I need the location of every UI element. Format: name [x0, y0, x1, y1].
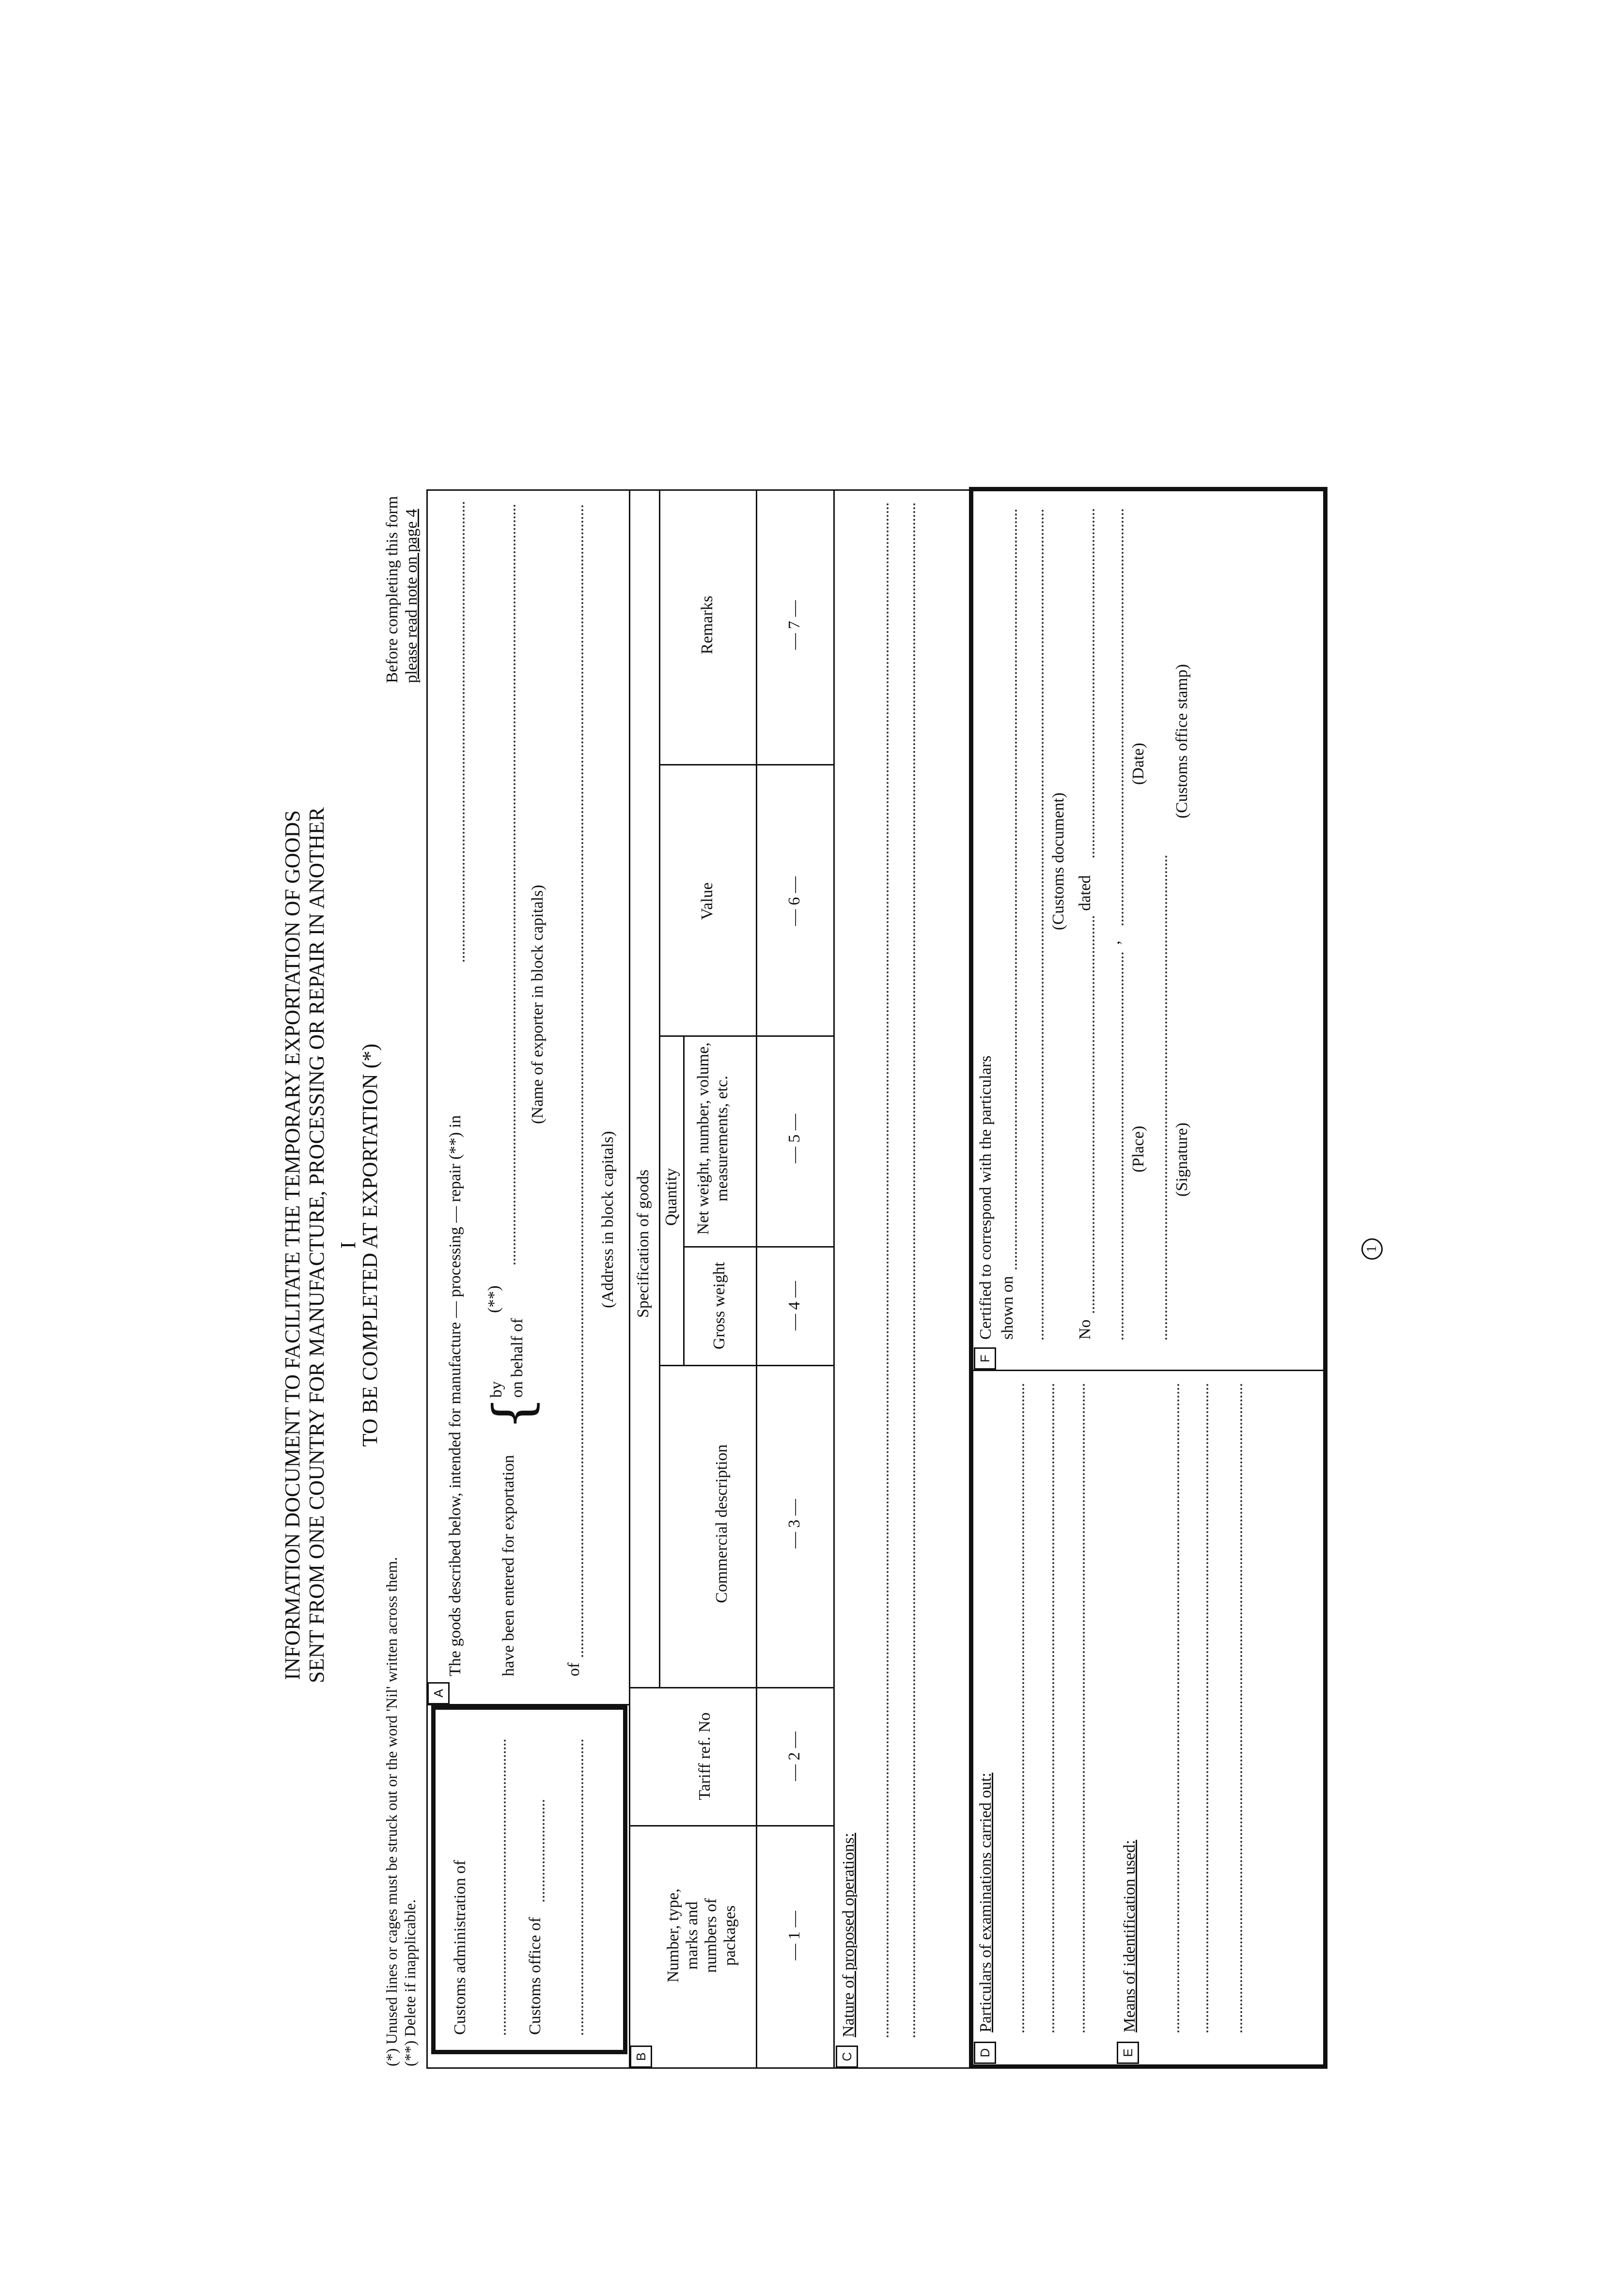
col-header-tariff: Tariff ref. No [696, 1712, 714, 1800]
col-number-6: — 6 — [785, 876, 803, 926]
section-d-dots-2 [1052, 1383, 1054, 2032]
section-a-of: of [565, 1662, 583, 1676]
section-f-dated-dots [1093, 509, 1094, 858]
section-f-comma: , [1105, 940, 1123, 945]
customs-office-dots [543, 1800, 545, 1902]
col-header-gross-weight: Gross weight [710, 1262, 728, 1350]
section-a-on-behalf-of: on behalf of [508, 1318, 526, 1398]
col-number-2: — 2 — [785, 1732, 803, 1781]
section-f-doc-dots [1042, 509, 1044, 1340]
rotated-page [271, 422, 1395, 2069]
col-divider-5 [659, 1035, 835, 1037]
section-f-signature-dots [1165, 855, 1167, 1340]
section-e-dots-2 [1206, 1383, 1208, 2032]
letter-d: D [974, 2042, 996, 2064]
customs-administration-label: Customs administration of [451, 1860, 469, 2035]
section-c-dots-1 [887, 501, 889, 2037]
page-number: 1 [1364, 1246, 1379, 1252]
footnote-unused-lines: (*) Unused lines or cages must be struck out or the word 'Nil' written across them. [383, 1557, 400, 2066]
section-a-divider [426, 1704, 630, 1705]
section-f-place-dots [1122, 952, 1124, 1340]
section-f-signature: (Signature) [1173, 1123, 1191, 1197]
col-number-5: — 5 — [785, 1114, 803, 1163]
section-b-top-rule [629, 489, 630, 2069]
section-a-entered-label: have been entered for exportation [500, 1455, 517, 1676]
letter-b: B [630, 2046, 652, 2068]
section-f-no: No [1076, 1319, 1094, 1340]
quantity-heading: Quantity [662, 1168, 680, 1226]
section-a-by: by [487, 1381, 505, 1398]
section-d-label: Particulars of examinations carried out: [977, 1772, 995, 2032]
letter-c: C [836, 2046, 858, 2068]
col-divider-2 [629, 1687, 835, 1688]
section-f-dated: dated [1076, 875, 1094, 911]
section-c-label: Nature of proposed operations: [840, 1832, 858, 2037]
section-f-stamp: (Customs office stamp) [1173, 664, 1191, 819]
section-f-place: (Place) [1129, 1125, 1147, 1172]
col-number-4: — 4 — [785, 1281, 803, 1330]
section-a-destination-dots [463, 501, 465, 962]
section-title: TO BE COMPLETED AT EXPORTATION (*) [358, 1044, 382, 1447]
section-d-dots-1 [1022, 1383, 1024, 2032]
before-completing-note: Before completing this form [383, 496, 401, 683]
header-bottom-rule [756, 489, 757, 2069]
col-divider-4 [683, 1246, 835, 1248]
letter-a: A [427, 1682, 450, 1704]
col-number-1: — 1 — [785, 1911, 803, 1960]
section-f-customs-document: (Customs document) [1049, 792, 1067, 930]
col-header-remarks: Remarks [698, 595, 716, 655]
letter-e: E [1117, 2042, 1139, 2064]
customs-administration-dots [504, 1739, 506, 2035]
footnote-delete: (**) Delete if inapplicable. [401, 1899, 419, 2066]
section-d-dots-3 [1083, 1383, 1085, 2032]
col-header-value: Value [698, 882, 716, 920]
section-e-dots-3 [1240, 1383, 1242, 2032]
form-title-line-1: INFORMATION DOCUMENT TO FACILITATE THE TEMPORARY EXPORTATION OF GOODS [281, 810, 304, 1680]
section-c-dots-2 [913, 501, 915, 2037]
section-a-line-1: The goods described below, intended for manufacture — processing — repair (**) in [446, 1115, 464, 1676]
col-header-packages: Number, type, marks and numbers of packages [664, 1888, 739, 1983]
section-f-date: (Date) [1129, 743, 1147, 785]
letter-f: F [974, 1347, 996, 1370]
read-note-reference: please read note on page 4 [403, 509, 421, 683]
form-title-line-2: SENT FROM ONE COUNTRY FOR MANUFACTURE, PROCESSING OR REPAIR IN ANOTHER [305, 807, 328, 1683]
section-f-shown-on: shown on [999, 1276, 1016, 1340]
section-a-exporter-dots [514, 504, 515, 1265]
section-f-divider [969, 1370, 1327, 1371]
section-a-stars: (**) [485, 1285, 503, 1313]
section-f-no-dots [1093, 916, 1094, 1313]
section-numeral: I [336, 1241, 360, 1249]
section-f-date-dots [1122, 509, 1124, 925]
section-f-line-1: Certified to correspond with the particulars [977, 1055, 995, 1340]
section-e-label: Means of identification used: [1121, 1840, 1139, 2032]
customs-office-dots-2 [581, 1739, 583, 2035]
number-row-bottom-rule [833, 489, 835, 2069]
page-number-circle [1361, 1238, 1383, 1260]
section-a-address-dots [581, 504, 583, 1657]
section-e-dots-1 [1177, 1383, 1179, 2032]
section-f-shown-on-dots [1015, 509, 1017, 1269]
brace-icon: { [482, 1396, 544, 1430]
col-divider-3 [659, 1365, 835, 1366]
col-header-commercial-description: Commercial description [713, 1444, 731, 1603]
customs-office-label: Customs office of [526, 1917, 544, 2035]
col-header-net-weight: Net weight, number, volume, measurements, etc. [694, 1042, 732, 1235]
col-divider-6 [659, 764, 835, 765]
spec-heading-rule [659, 489, 660, 1688]
section-a-address-caption: (Address in block capitals) [599, 1131, 617, 1308]
col-number-3: — 3 — [785, 1499, 803, 1548]
col-divider-1 [629, 1825, 835, 1827]
quantity-rule [683, 1037, 685, 1366]
section-a-name-caption: (Name of exporter in block capitals) [529, 885, 547, 1124]
specification-heading: Specification of goods [634, 1170, 652, 1318]
col-number-7: — 7 — [785, 600, 803, 650]
